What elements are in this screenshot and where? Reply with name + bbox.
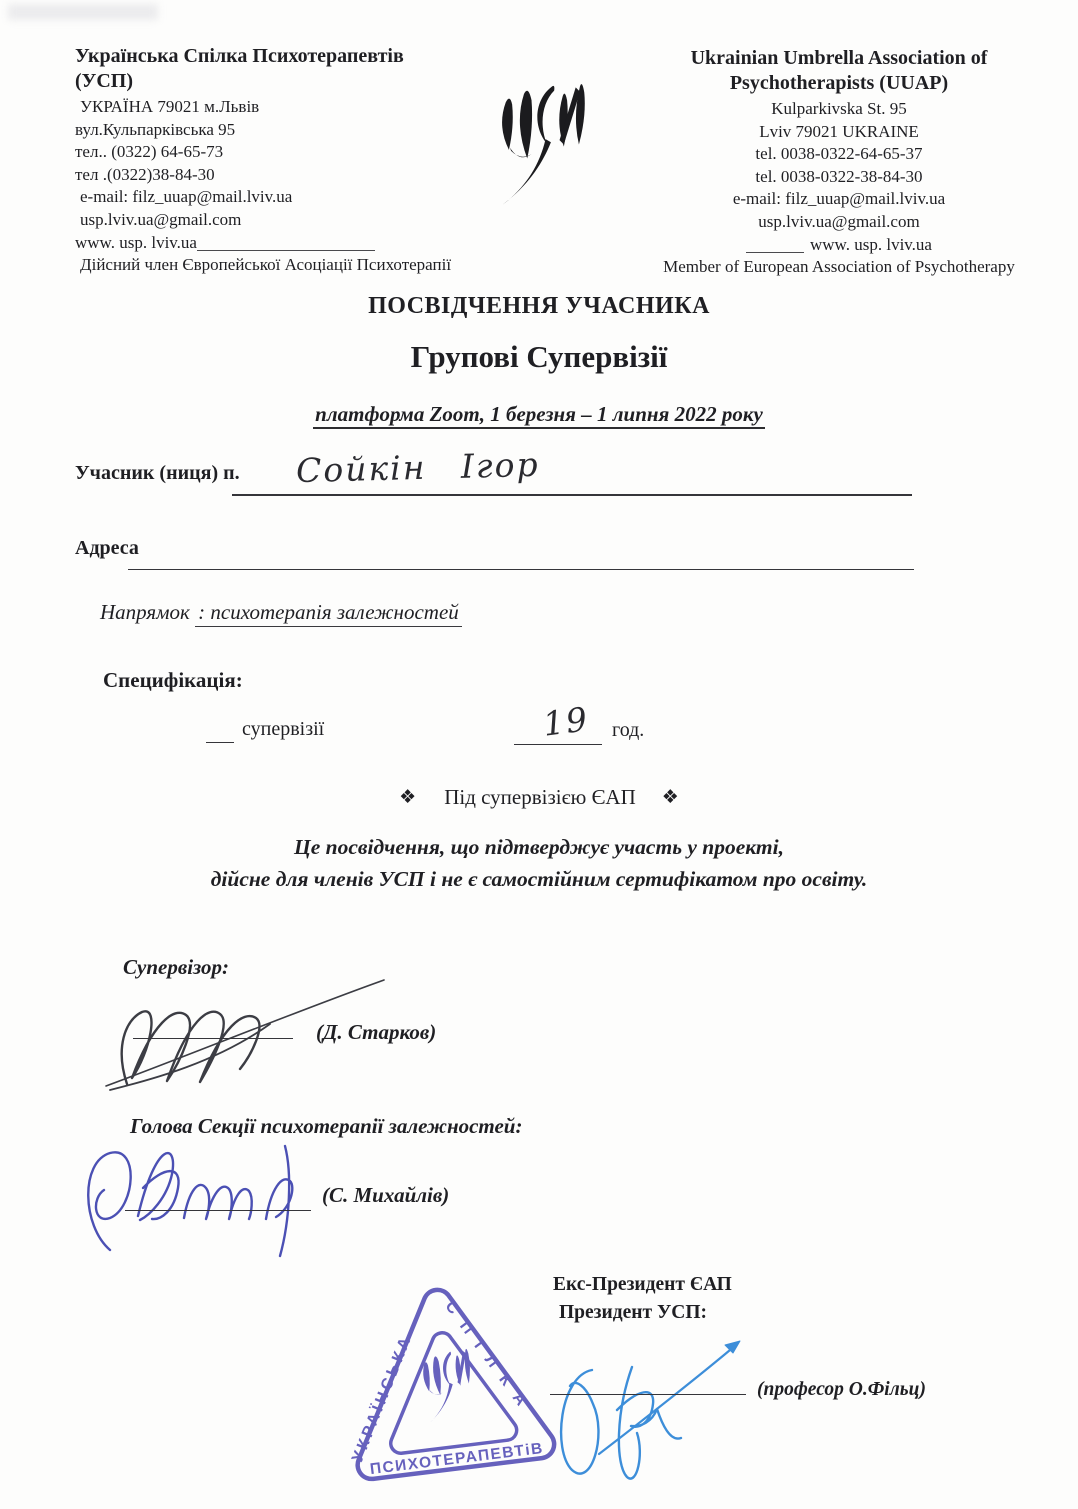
section-head-name: (С. Михайлів)	[322, 1183, 450, 1207]
supervisor-name: (Д. Старков)	[316, 1020, 437, 1044]
ruled-line	[232, 494, 912, 496]
validity-statement: Це посвідчення, що підтверджує участь у проекті, дійсне для членів УСП і не є самостійним сертифікатом про освіту.	[210, 835, 868, 891]
address-line: Lviv 79021 UKRAINE	[759, 121, 919, 141]
diamond-icon: ❖	[399, 786, 417, 808]
president-name: (професор О.Фільц)	[757, 1379, 926, 1400]
signature-line	[550, 1394, 746, 1395]
eap-supervision-line	[0, 785, 1078, 810]
ruled-line	[206, 742, 234, 743]
section-head-signature	[80, 1118, 338, 1258]
svg-text:ПСИХОТЕРАПЕВТіВ: ПСИХОТЕРАПЕВТіВ	[369, 1439, 545, 1479]
phone-line: tel. 0038-0322-64-65-37	[755, 144, 923, 164]
section-head-label: Голова Секції психотерапії залежностей:	[130, 1114, 523, 1138]
email-line: e-mail: filz_uuap@mail.lviv.ua	[732, 189, 946, 209]
direction-label: Напрямок	[100, 600, 190, 624]
website-line: www. usp. lviv.ua	[75, 232, 197, 252]
phone-line: tel. 0038-0322-38-84-30	[755, 166, 923, 186]
platform-date-line: платформа Zoom, 1 березня – 1 липня 2022 року	[0, 402, 1078, 427]
participant-name-handwritten: Сойкін Ігор	[295, 444, 541, 491]
direction-row	[100, 600, 462, 625]
address-line: Kulparkivska St. 95	[771, 99, 907, 118]
supervisor-label: Супервізор:	[123, 955, 229, 979]
president-labels: Екс-Президент ЄАП Президент УСП:	[553, 1274, 732, 1324]
svg-text:УКРАЇНСЬКА: УКРАЇНСЬКА	[349, 1332, 416, 1465]
ruled-line	[514, 744, 602, 745]
usp-logo-icon	[479, 68, 597, 208]
specification-label: Специфікація:	[103, 668, 243, 692]
header-left-block	[75, 44, 455, 277]
signature-line	[125, 1210, 311, 1211]
document-heading: ПОСВІДЧЕННЯ УЧАСНИКА	[368, 293, 710, 319]
diamond-icon: ❖	[661, 786, 679, 808]
phone-line: тел .(0322)38-84-30	[75, 164, 215, 184]
stamp-usp-logo-icon	[421, 1349, 477, 1424]
membership-line: Member of European Association of Psychotherapy	[663, 257, 1015, 277]
ruled-line	[197, 250, 375, 251]
ruled-line	[746, 252, 804, 253]
scan-artifact	[8, 4, 158, 20]
org-name-en: Ukrainian Umbrella Association of Psychotherapists (UUAP)	[690, 47, 988, 94]
org-name-ua: Українська Спілка Психотерапевтів (УСП)	[75, 45, 404, 92]
participant-label: Учасник (ниця) п.	[75, 462, 240, 484]
email-line: usp.lviv.ua@gmail.com	[80, 210, 242, 230]
phone-line: тел.. (0322) 64-65-73	[75, 142, 224, 162]
organization-stamp	[314, 1266, 581, 1498]
address-line: вул.Кульпарківська 95	[75, 119, 236, 139]
ruled-line	[128, 569, 914, 570]
document-subject: Групові Супервізії	[410, 339, 668, 374]
email-line: e-mail: filz_uuap@mail.lviv.ua	[80, 187, 293, 207]
eap-text: Під супервізією ЄАП	[444, 785, 636, 809]
address-line: УКРАЇНА 79021 м.Львів	[80, 97, 260, 116]
address-label: Адреса	[75, 537, 139, 559]
website-line: www. usp. lviv.ua	[810, 234, 932, 254]
direction-value: : психотерапія залежностей	[195, 600, 462, 627]
svg-text:СПІЛКА: СПІЛКА	[441, 1298, 538, 1420]
email-line: usp.lviv.ua@gmail.com	[758, 212, 920, 232]
hours-unit-label: год.	[612, 719, 645, 741]
header-right-block	[646, 46, 1032, 279]
president-signature	[544, 1312, 754, 1497]
membership-line: Дійсний член Європейської Асоціації Психотерапії	[80, 255, 452, 275]
hours-value-handwritten: 19	[540, 699, 592, 744]
signature-line	[133, 1038, 293, 1039]
supervisions-label: супервізії	[242, 718, 325, 740]
